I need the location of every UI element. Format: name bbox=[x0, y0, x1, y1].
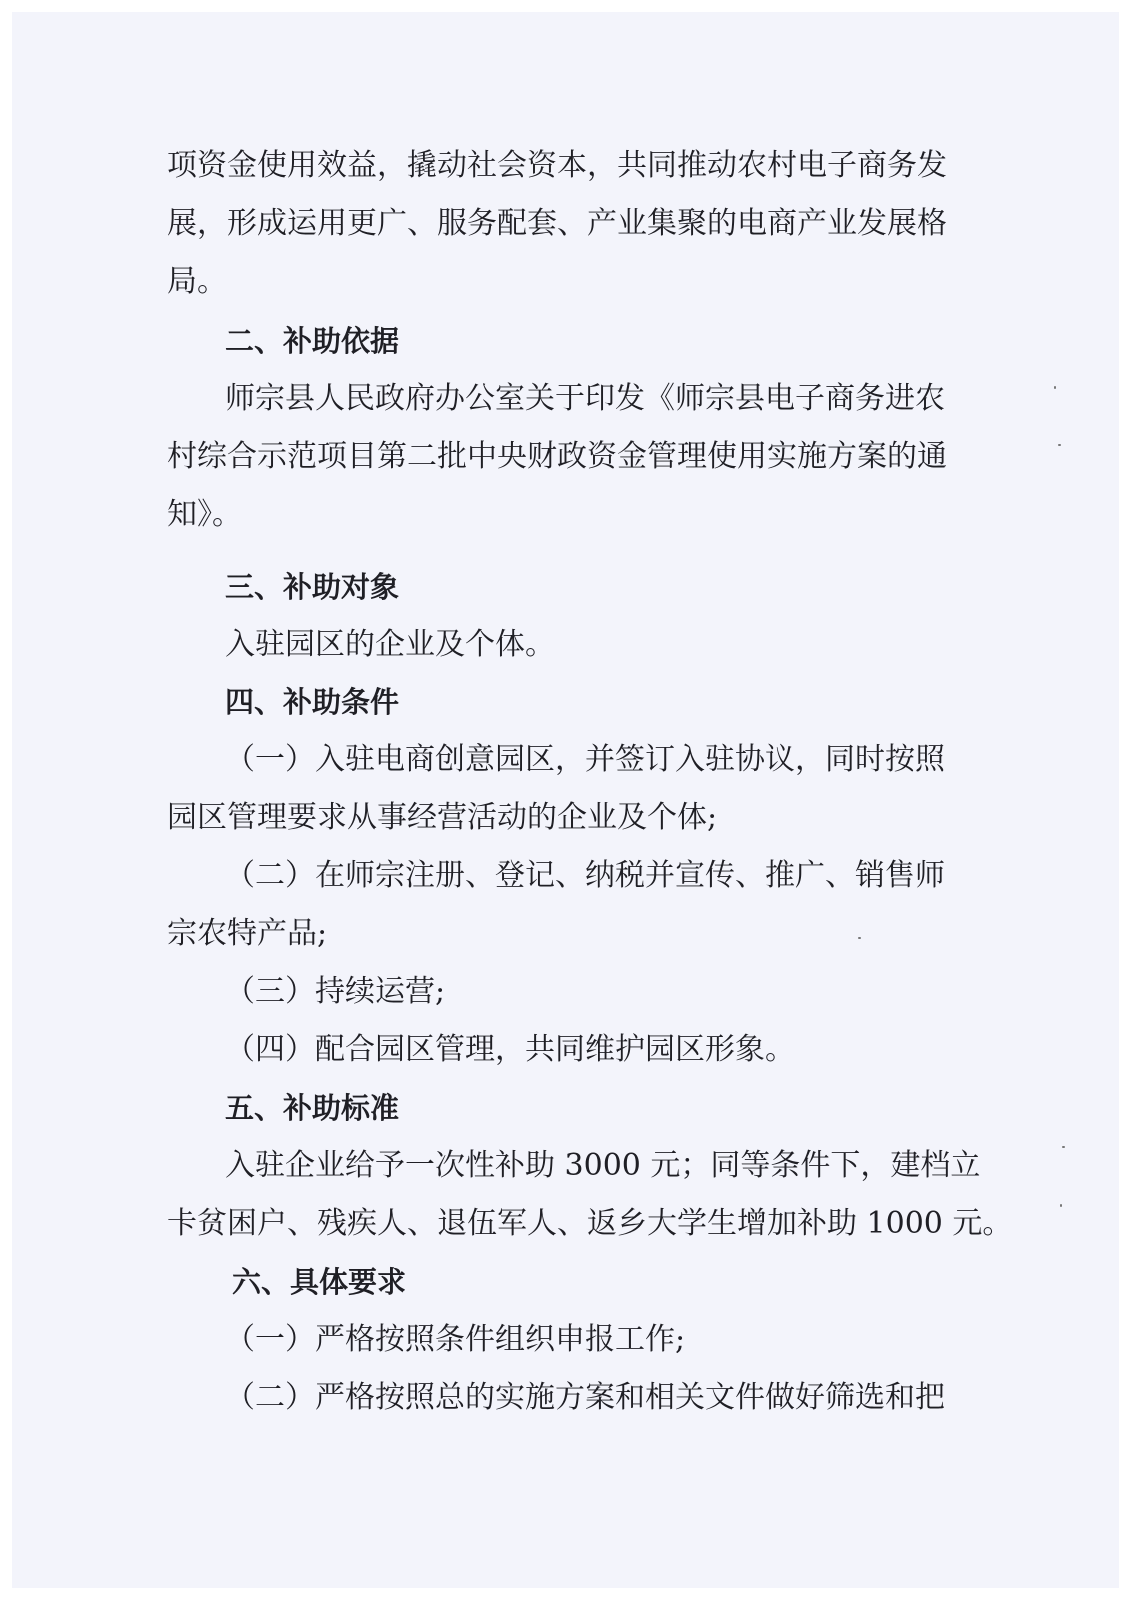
paragraph-basis-line-2: 村综合示范项目第二批中央财政资金管理使用实施方案的通 bbox=[167, 439, 947, 474]
paragraph-basis-line-1: 师宗县人民政府办公室关于印发《师宗县电子商务进农 bbox=[225, 381, 945, 416]
paragraph-purpose-line-2: 展，形成运用更广、服务配套、产业集聚的电商产业发展格 bbox=[167, 206, 947, 241]
paragraph-standard-line-2: 卡贫困户、残疾人、退伍军人、返乡大学生增加补助 1000 元。 bbox=[167, 1206, 1013, 1241]
condition-4: （四）配合园区管理，共同维护园区形象。 bbox=[225, 1032, 795, 1067]
section-heading-basis: 二、补助依据 bbox=[225, 324, 400, 358]
condition-1-line-1: （一）入驻电商创意园区，并签订入驻协议，同时按照 bbox=[225, 742, 945, 777]
scan-speck bbox=[1062, 1146, 1065, 1148]
paragraph-target: 入驻园区的企业及个体。 bbox=[225, 627, 555, 662]
paragraph-purpose-line-1: 项资金使用效益，撬动社会资本，共同推动农村电子商务发 bbox=[167, 148, 947, 183]
condition-3: （三）持续运营; bbox=[225, 974, 446, 1009]
section-heading-conditions: 四、补助条件 bbox=[225, 685, 400, 719]
condition-2-line-1: （二）在师宗注册、登记、纳税并宣传、推广、销售师 bbox=[225, 858, 945, 893]
scan-speck bbox=[1058, 444, 1061, 446]
section-heading-target: 三、补助对象 bbox=[225, 570, 400, 604]
scan-speck bbox=[858, 937, 861, 939]
requirement-2-line-1: （二）严格按照总的实施方案和相关文件做好筛选和把 bbox=[225, 1380, 945, 1415]
paragraph-purpose-line-3: 局。 bbox=[167, 264, 227, 299]
condition-1-line-2: 园区管理要求从事经营活动的企业及个体; bbox=[167, 800, 718, 835]
requirement-1: （一）严格按照条件组织申报工作; bbox=[225, 1322, 686, 1357]
scan-speck bbox=[1060, 1204, 1062, 1207]
document-page bbox=[12, 12, 1119, 1588]
paragraph-basis-line-3: 知》。 bbox=[167, 497, 242, 532]
section-heading-requirements: 六、具体要求 bbox=[232, 1265, 407, 1299]
paragraph-standard-line-1: 入驻企业给予一次性补助 3000 元；同等条件下，建档立 bbox=[225, 1148, 981, 1183]
scan-speck bbox=[1054, 386, 1056, 389]
condition-2-line-2: 宗农特产品; bbox=[167, 916, 328, 951]
section-heading-standard: 五、补助标准 bbox=[225, 1091, 400, 1125]
